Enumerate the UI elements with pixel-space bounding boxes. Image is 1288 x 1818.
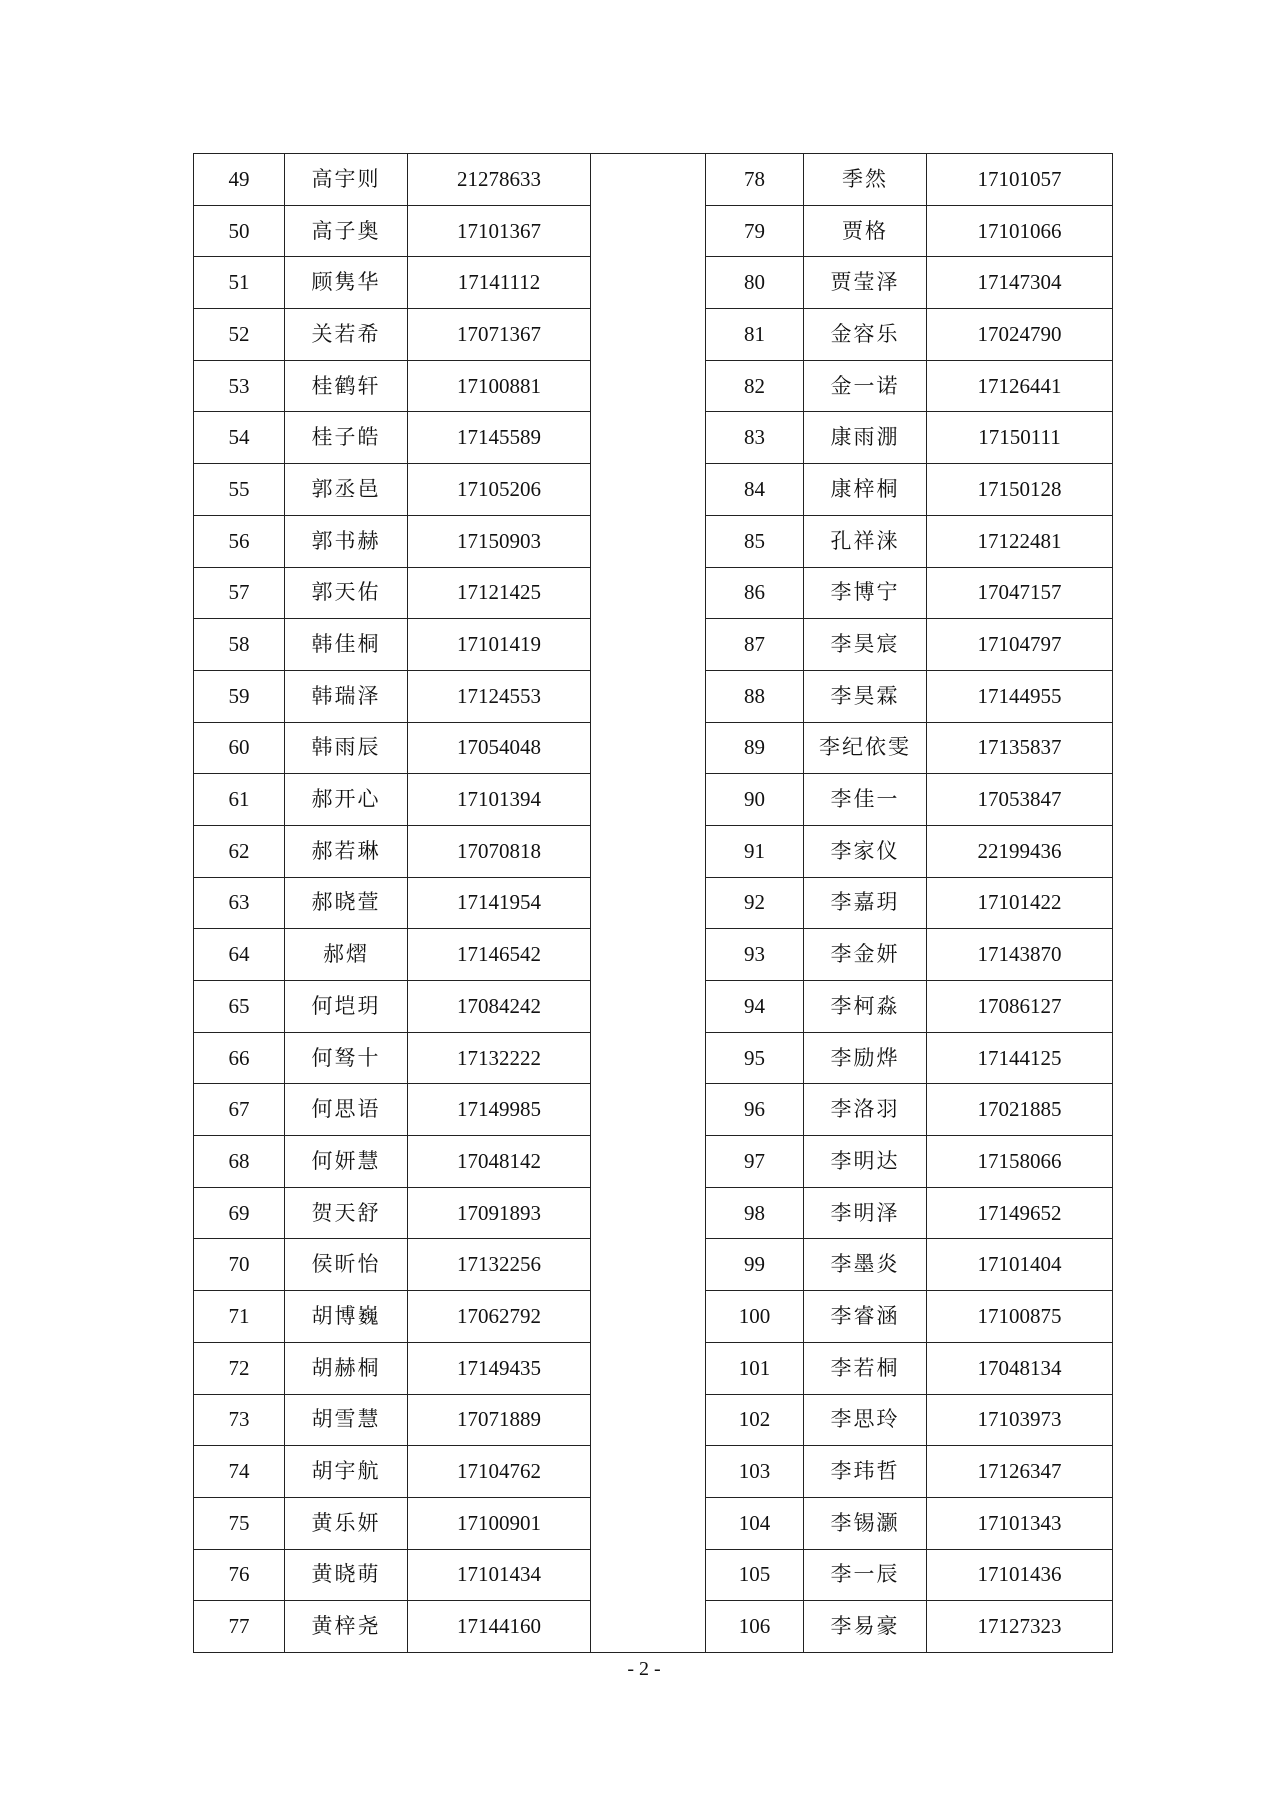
left-student-name: 郭书赫 — [285, 515, 408, 567]
right-seq-number: 93 — [706, 929, 804, 981]
left-student-name: 郝晓萱 — [285, 877, 408, 929]
right-student-id: 17158066 — [927, 1136, 1113, 1188]
right-student-name: 金容乐 — [804, 309, 927, 361]
right-seq-number: 80 — [706, 257, 804, 309]
left-seq-number: 50 — [194, 205, 285, 257]
right-seq-number: 78 — [706, 154, 804, 206]
left-student-name: 韩雨辰 — [285, 722, 408, 774]
right-student-name: 贾格 — [804, 205, 927, 257]
right-student-id: 17101057 — [927, 154, 1113, 206]
left-student-name: 贺天舒 — [285, 1187, 408, 1239]
right-student-id: 17024790 — [927, 309, 1113, 361]
left-student-id: 17071367 — [408, 309, 591, 361]
right-student-id: 17147304 — [927, 257, 1113, 309]
left-seq-number: 64 — [194, 929, 285, 981]
left-student-name: 侯昕怡 — [285, 1239, 408, 1291]
left-seq-number: 70 — [194, 1239, 285, 1291]
left-student-id: 17121425 — [408, 567, 591, 619]
left-seq-number: 66 — [194, 1032, 285, 1084]
left-student-id: 17105206 — [408, 464, 591, 516]
right-seq-number: 89 — [706, 722, 804, 774]
student-roster-table — [193, 153, 1113, 1653]
right-student-name: 李佳一 — [804, 774, 927, 826]
left-student-id: 17071889 — [408, 1394, 591, 1446]
right-student-name: 季然 — [804, 154, 927, 206]
left-student-id: 17070818 — [408, 825, 591, 877]
right-student-name: 康梓桐 — [804, 464, 927, 516]
right-seq-number: 102 — [706, 1394, 804, 1446]
right-student-name: 金一诺 — [804, 360, 927, 412]
left-student-name: 何妍慧 — [285, 1136, 408, 1188]
right-seq-number: 82 — [706, 360, 804, 412]
left-student-id: 17054048 — [408, 722, 591, 774]
right-seq-number: 88 — [706, 670, 804, 722]
left-student-name: 桂子皓 — [285, 412, 408, 464]
left-student-name: 胡雪慧 — [285, 1394, 408, 1446]
right-student-name: 李明达 — [804, 1136, 927, 1188]
left-student-id: 17146542 — [408, 929, 591, 981]
right-student-id: 17127323 — [927, 1601, 1113, 1653]
left-seq-number: 72 — [194, 1342, 285, 1394]
left-seq-number: 77 — [194, 1601, 285, 1653]
right-seq-number: 103 — [706, 1446, 804, 1498]
right-seq-number: 79 — [706, 205, 804, 257]
left-seq-number: 60 — [194, 722, 285, 774]
left-student-id: 17149985 — [408, 1084, 591, 1136]
left-seq-number: 68 — [194, 1136, 285, 1188]
left-student-name: 韩瑞泽 — [285, 670, 408, 722]
left-student-id: 17101367 — [408, 205, 591, 257]
left-student-id: 21278633 — [408, 154, 591, 206]
left-student-id: 17084242 — [408, 981, 591, 1033]
right-student-name: 李博宁 — [804, 567, 927, 619]
left-student-name: 胡宇航 — [285, 1446, 408, 1498]
right-student-name: 李思玲 — [804, 1394, 927, 1446]
left-seq-number: 54 — [194, 412, 285, 464]
right-seq-number: 101 — [706, 1342, 804, 1394]
left-student-name: 黄梓尧 — [285, 1601, 408, 1653]
left-student-name: 何思语 — [285, 1084, 408, 1136]
right-student-id: 17144955 — [927, 670, 1113, 722]
right-student-name: 李易豪 — [804, 1601, 927, 1653]
right-seq-number: 83 — [706, 412, 804, 464]
left-student-id: 17150903 — [408, 515, 591, 567]
right-student-id: 17126441 — [927, 360, 1113, 412]
left-seq-number: 55 — [194, 464, 285, 516]
left-seq-number: 57 — [194, 567, 285, 619]
left-student-id: 17124553 — [408, 670, 591, 722]
right-student-id: 17144125 — [927, 1032, 1113, 1084]
left-student-id: 17100881 — [408, 360, 591, 412]
left-student-name: 郭天佑 — [285, 567, 408, 619]
right-seq-number: 91 — [706, 825, 804, 877]
right-student-id: 17149652 — [927, 1187, 1113, 1239]
right-student-id: 17104797 — [927, 619, 1113, 671]
right-seq-number: 86 — [706, 567, 804, 619]
right-student-name: 康雨淜 — [804, 412, 927, 464]
right-student-name: 李睿涵 — [804, 1291, 927, 1343]
right-seq-number: 96 — [706, 1084, 804, 1136]
right-student-id: 17150128 — [927, 464, 1113, 516]
column-gap-cell — [591, 154, 706, 1653]
left-student-name: 高子奥 — [285, 205, 408, 257]
right-student-name: 李嘉玥 — [804, 877, 927, 929]
right-seq-number: 97 — [706, 1136, 804, 1188]
left-student-id: 17100901 — [408, 1497, 591, 1549]
left-student-id: 17141954 — [408, 877, 591, 929]
left-student-id: 17062792 — [408, 1291, 591, 1343]
left-seq-number: 58 — [194, 619, 285, 671]
right-student-id: 17047157 — [927, 567, 1113, 619]
right-student-name: 李若桐 — [804, 1342, 927, 1394]
right-student-name: 贾莹泽 — [804, 257, 927, 309]
right-student-name: 李一辰 — [804, 1549, 927, 1601]
left-student-id: 17104762 — [408, 1446, 591, 1498]
left-seq-number: 51 — [194, 257, 285, 309]
right-student-name: 李洛羽 — [804, 1084, 927, 1136]
left-student-name: 何垲玥 — [285, 981, 408, 1033]
right-student-name: 李励烨 — [804, 1032, 927, 1084]
right-student-id: 17101066 — [927, 205, 1113, 257]
left-seq-number: 53 — [194, 360, 285, 412]
right-seq-number: 85 — [706, 515, 804, 567]
page-number: - 2 - — [627, 1658, 661, 1680]
left-student-name: 郭丞邑 — [285, 464, 408, 516]
left-seq-number: 74 — [194, 1446, 285, 1498]
left-seq-number: 73 — [194, 1394, 285, 1446]
left-student-name: 胡博巍 — [285, 1291, 408, 1343]
left-seq-number: 62 — [194, 825, 285, 877]
right-student-name: 李纪依雯 — [804, 722, 927, 774]
right-student-id: 17086127 — [927, 981, 1113, 1033]
left-student-name: 黄晓萌 — [285, 1549, 408, 1601]
left-seq-number: 67 — [194, 1084, 285, 1136]
right-student-id: 17048134 — [927, 1342, 1113, 1394]
right-student-name: 李玮哲 — [804, 1446, 927, 1498]
left-seq-number: 71 — [194, 1291, 285, 1343]
right-student-name: 孔祥涞 — [804, 515, 927, 567]
right-seq-number: 90 — [706, 774, 804, 826]
table-row — [194, 154, 1113, 206]
right-student-id: 17143870 — [927, 929, 1113, 981]
right-student-id: 17126347 — [927, 1446, 1113, 1498]
right-student-id: 17122481 — [927, 515, 1113, 567]
left-student-name: 顾隽华 — [285, 257, 408, 309]
left-seq-number: 61 — [194, 774, 285, 826]
left-student-name: 桂鹤轩 — [285, 360, 408, 412]
right-student-name: 李家仪 — [804, 825, 927, 877]
left-student-name: 郝若琳 — [285, 825, 408, 877]
left-seq-number: 59 — [194, 670, 285, 722]
right-student-id: 17101404 — [927, 1239, 1113, 1291]
right-student-id: 17101343 — [927, 1497, 1113, 1549]
left-student-name: 胡赫桐 — [285, 1342, 408, 1394]
right-student-id: 17101436 — [927, 1549, 1113, 1601]
left-student-id: 17101394 — [408, 774, 591, 826]
left-student-name: 高宇则 — [285, 154, 408, 206]
right-student-id: 17053847 — [927, 774, 1113, 826]
right-seq-number: 99 — [706, 1239, 804, 1291]
left-student-id: 17101434 — [408, 1549, 591, 1601]
right-seq-number: 81 — [706, 309, 804, 361]
right-student-name: 李昊霖 — [804, 670, 927, 722]
right-student-id: 17021885 — [927, 1084, 1113, 1136]
left-student-id: 17132222 — [408, 1032, 591, 1084]
left-student-name: 关若希 — [285, 309, 408, 361]
roster-body — [194, 154, 1113, 1653]
right-student-name: 李柯淼 — [804, 981, 927, 1033]
left-student-name: 郝开心 — [285, 774, 408, 826]
left-seq-number: 65 — [194, 981, 285, 1033]
right-student-id: 17101422 — [927, 877, 1113, 929]
right-student-name: 李锡灏 — [804, 1497, 927, 1549]
left-student-id: 17141112 — [408, 257, 591, 309]
right-seq-number: 95 — [706, 1032, 804, 1084]
right-seq-number: 100 — [706, 1291, 804, 1343]
left-student-id: 17048142 — [408, 1136, 591, 1188]
right-seq-number: 94 — [706, 981, 804, 1033]
left-student-name: 郝熠 — [285, 929, 408, 981]
right-student-id: 17100875 — [927, 1291, 1113, 1343]
left-seq-number: 75 — [194, 1497, 285, 1549]
left-seq-number: 63 — [194, 877, 285, 929]
left-seq-number: 69 — [194, 1187, 285, 1239]
right-student-name: 李明泽 — [804, 1187, 927, 1239]
right-student-id: 17135837 — [927, 722, 1113, 774]
left-student-id: 17132256 — [408, 1239, 591, 1291]
right-seq-number: 84 — [706, 464, 804, 516]
right-student-name: 李昊宸 — [804, 619, 927, 671]
left-student-name: 何驽十 — [285, 1032, 408, 1084]
left-student-id: 17144160 — [408, 1601, 591, 1653]
left-seq-number: 56 — [194, 515, 285, 567]
left-student-name: 韩佳桐 — [285, 619, 408, 671]
right-seq-number: 104 — [706, 1497, 804, 1549]
right-student-id: 17103973 — [927, 1394, 1113, 1446]
left-student-id: 17101419 — [408, 619, 591, 671]
right-student-id: 17150111 — [927, 412, 1113, 464]
right-seq-number: 98 — [706, 1187, 804, 1239]
right-student-name: 李金妍 — [804, 929, 927, 981]
left-student-id: 17149435 — [408, 1342, 591, 1394]
left-student-name: 黄乐妍 — [285, 1497, 408, 1549]
right-student-name: 李墨炎 — [804, 1239, 927, 1291]
right-seq-number: 106 — [706, 1601, 804, 1653]
right-student-id: 22199436 — [927, 825, 1113, 877]
left-seq-number: 76 — [194, 1549, 285, 1601]
left-student-id: 17091893 — [408, 1187, 591, 1239]
left-seq-number: 49 — [194, 154, 285, 206]
right-seq-number: 87 — [706, 619, 804, 671]
right-seq-number: 92 — [706, 877, 804, 929]
right-seq-number: 105 — [706, 1549, 804, 1601]
left-seq-number: 52 — [194, 309, 285, 361]
left-student-id: 17145589 — [408, 412, 591, 464]
